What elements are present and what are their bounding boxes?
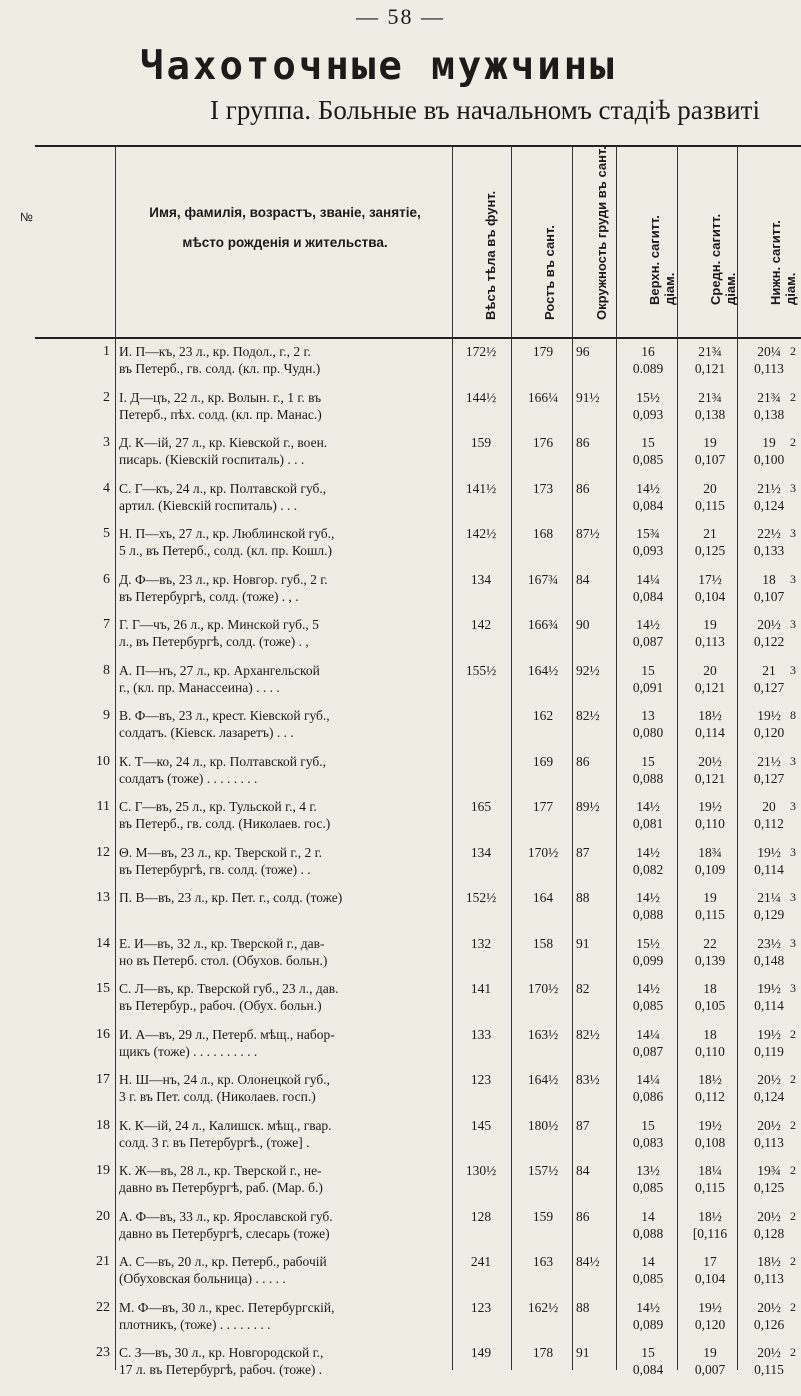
- header-height: Ростъ въ сант.: [542, 225, 557, 320]
- upper-diameter-cell: 14½ 0,081: [632, 799, 664, 831]
- patient-description: С. З—въ, 30 л., кр. Новгородской г., 17 л. въ Петербургѣ, рабоч. (тоже) .: [119, 1345, 324, 1377]
- middle-diameter-cell: 19½ 0,120: [694, 1299, 726, 1332]
- upper-diameter-cell: 14 0,085: [632, 1254, 664, 1286]
- weight-cell: 144½: [465, 389, 497, 405]
- header-chest: Окружность груди въ сант.: [594, 146, 609, 320]
- chest-cell: 88: [576, 1299, 590, 1315]
- upper-diameter-cell: 15 0,084: [632, 1345, 664, 1377]
- height-cell: 179: [532, 344, 554, 359]
- row-number: 15: [96, 981, 110, 996]
- patient-description: С. Г—въ, 25 л., кр. Тульской г., 4 г. въ Петерб., гв. солд. (Николаев. гос.): [119, 799, 331, 831]
- table-row: [0, 480, 801, 532]
- upper-diameter-cell: 15 0,088: [632, 753, 664, 786]
- weight-cell: 128: [470, 1208, 492, 1224]
- table-row: [0, 1344, 801, 1396]
- row-number: 21: [96, 1254, 110, 1269]
- height-cell: 163: [532, 1254, 554, 1269]
- lower-diameter-cell: 20½ 0,115: [754, 1345, 784, 1377]
- page-title: Чахоточные мужчины: [140, 44, 617, 89]
- middle-diameter-cell: 19 0,113: [695, 617, 725, 649]
- height-cell: 173: [532, 480, 554, 496]
- chest-cell: 86: [576, 435, 590, 450]
- middle-diameter-cell: 21¾ 0,138: [694, 389, 726, 422]
- truncated-column-digit: 2: [790, 1163, 796, 1177]
- upper-diameter-cell: 14½ 0,089: [632, 1299, 664, 1332]
- lower-diameter-cell: 19½ 0,114: [754, 844, 784, 877]
- row-number: 11: [96, 799, 110, 814]
- lower-diameter-cell: 19 0,100: [753, 435, 785, 467]
- table-row: [0, 1253, 801, 1305]
- weight-cell: 123: [470, 1299, 492, 1315]
- height-cell: 178: [532, 1345, 554, 1360]
- upper-diameter-cell: 15½ 0,099: [632, 935, 664, 968]
- row-number: 23: [96, 1345, 110, 1360]
- lower-diameter-cell: 22½ 0,133: [753, 526, 785, 558]
- truncated-column-digit: 2: [790, 1345, 796, 1359]
- weight-cell: 149: [470, 1345, 492, 1360]
- lower-diameter-cell: 19½ 0,119: [754, 1026, 784, 1059]
- truncated-column-digit: 3: [790, 571, 796, 586]
- lower-diameter-cell: 20¼ 0,113: [754, 344, 784, 376]
- upper-diameter-cell: 14½ 0,088: [632, 890, 664, 922]
- chest-cell: 83½: [576, 1072, 600, 1087]
- lower-diameter-cell: 21¾ 0,138: [753, 389, 785, 422]
- patient-description: Г. Г—чъ, 26 л., кр. Минской губ., 5 л., въ Петербургѣ, солд. (тоже) . ,: [119, 617, 319, 649]
- upper-diameter-cell: 13½ 0,085: [632, 1163, 664, 1195]
- truncated-column-digit: 2: [790, 1299, 796, 1314]
- patient-description: Е. И—въ, 32 л., кр. Тверской г., дав- но въ Петерб. стол. (Обухов. больн.): [119, 935, 328, 968]
- row-number: 2: [103, 389, 110, 405]
- chest-cell: 82½: [576, 1026, 600, 1042]
- truncated-column-digit: 3: [790, 526, 796, 540]
- patient-description: Н. Ш—нъ, 24 л., кр. Олонецкой губ., 3 г. въ Пет. солд. (Николаев. госп.): [119, 1072, 330, 1104]
- table-row: [0, 844, 801, 896]
- truncated-column-digit: 3: [790, 799, 796, 813]
- table-row: [0, 571, 801, 623]
- truncated-column-digit: 2: [790, 1026, 796, 1041]
- lower-diameter-cell: 19½ 0,120: [753, 708, 785, 740]
- lower-diameter-cell: 20 0,112: [754, 799, 784, 831]
- row-number: 5: [103, 526, 110, 541]
- lower-diameter-cell: 20½ 0,124: [753, 1072, 785, 1104]
- row-number: 16: [96, 1026, 110, 1042]
- chest-cell: 82½: [576, 708, 600, 723]
- row-number: 10: [96, 753, 110, 769]
- middle-diameter-cell: 21¾ 0,121: [694, 344, 726, 376]
- upper-diameter-cell: 15¾ 0,093: [632, 526, 664, 558]
- patient-description: И. П—къ, 23 л., кр. Подол., г., 2 г. въ Петерб., гв. солд. (кл. пр. Чудн.): [119, 344, 321, 376]
- truncated-column-digit: 3: [790, 617, 796, 631]
- middle-diameter-cell: 19 0,007: [694, 1345, 726, 1377]
- height-cell: 164: [532, 890, 554, 905]
- page-subtitle: I группа. Больные въ начальномъ стадіѣ развиті: [210, 95, 760, 125]
- lower-diameter-cell: 20½ 0,126: [753, 1299, 785, 1332]
- table-row: [0, 1299, 801, 1351]
- row-number: 18: [96, 1117, 110, 1133]
- truncated-column-digit: 3: [790, 480, 796, 495]
- chest-cell: 90: [576, 617, 590, 632]
- middle-diameter-cell: 19½ 0,110: [695, 799, 725, 831]
- truncated-column-digit: 2: [790, 344, 796, 358]
- table-row: [0, 935, 801, 987]
- weight-cell: 172½: [465, 344, 497, 359]
- chest-cell: 84: [576, 1163, 590, 1178]
- truncated-column-digit: 3: [790, 981, 796, 995]
- upper-diameter-cell: 14½ 0,085: [632, 981, 664, 1013]
- header-middle-diameter: Средн. сагитт. діам.: [708, 213, 738, 305]
- middle-diameter-cell: 18½ [0,116: [692, 1208, 728, 1241]
- weight-cell: 130½: [465, 1163, 497, 1178]
- middle-diameter-cell: 18½ 0,112: [695, 1072, 725, 1104]
- height-cell: 168: [532, 526, 554, 541]
- weight-cell: 134: [470, 571, 492, 587]
- weight-cell: 142: [470, 617, 492, 632]
- header-name-line1: Имя, фамилія, возрастъ, званіе, занятіе,: [149, 205, 421, 220]
- row-number: 20: [96, 1208, 110, 1224]
- upper-diameter-cell: 15 0,085: [632, 435, 664, 467]
- chest-cell: 86: [576, 753, 590, 769]
- patient-description: М. Ф—въ, 30 л., крес. Петербургскій, плотникъ, (тоже) . . . . . . . .: [119, 1299, 335, 1332]
- truncated-column-digit: 2: [790, 1208, 796, 1223]
- weight-cell: 155½: [465, 662, 497, 678]
- table-row: [0, 525, 801, 577]
- patient-description: А. Ф—въ, 33 л., кр. Ярославской губ. давно въ Петербургѣ, слесарь (тоже): [119, 1208, 333, 1241]
- chest-cell: 96: [576, 344, 590, 359]
- patient-description: К. Т—ко, 24 л., кр. Полтавской губ., солдатъ (тоже) . . . . . . . .: [119, 753, 327, 786]
- upper-diameter-cell: 14¼ 0,086: [632, 1072, 664, 1104]
- middle-diameter-cell: 18 0,105: [694, 981, 726, 1013]
- height-cell: 164½: [527, 662, 559, 678]
- row-number: 22: [96, 1299, 110, 1315]
- row-number: 12: [96, 844, 110, 860]
- middle-diameter-cell: 21 0,125: [694, 526, 726, 558]
- table-row: [0, 1026, 801, 1078]
- header-number: №: [20, 210, 33, 224]
- middle-diameter-cell: 19½ 0,108: [694, 1117, 726, 1150]
- height-cell: 169: [532, 753, 554, 769]
- lower-diameter-cell: 21 0,127: [753, 662, 785, 695]
- weight-cell: 165: [470, 799, 492, 814]
- patient-description: К. К—ій, 24 л., Калишск. мѣщ., гвар. солд. 3 г. въ Петербургѣ., (тоже] .: [119, 1117, 332, 1150]
- upper-diameter-cell: 15 0,091: [632, 662, 664, 695]
- truncated-column-digit: 3: [790, 935, 796, 950]
- chest-cell: 88: [576, 890, 590, 905]
- chest-cell: 82: [576, 981, 590, 996]
- weight-cell: 141½: [465, 480, 497, 496]
- table-row: [0, 798, 801, 850]
- height-cell: 166¼: [527, 389, 559, 405]
- chest-cell: 91½: [576, 389, 600, 405]
- weight-cell: 132: [470, 935, 492, 951]
- middle-diameter-cell: 20½ 0,121: [694, 753, 726, 786]
- chest-cell: 89½: [576, 799, 600, 814]
- chest-cell: 87: [576, 1117, 590, 1133]
- table-row: [0, 1208, 801, 1260]
- patient-description: В. Ф—въ, 23 л., крест. Кіевской губ., солдатъ. (Кіевск. лазаретъ) . . .: [119, 708, 330, 740]
- table-row: [0, 434, 801, 486]
- upper-diameter-cell: 14½ 0,084: [632, 480, 664, 513]
- page-number: — 58 —: [356, 4, 445, 29]
- header-weight: Вѣсъ тѣла въ фунт.: [483, 190, 498, 320]
- truncated-column-digit: 2: [790, 435, 796, 449]
- truncated-column-digit: 2: [790, 1254, 796, 1268]
- middle-diameter-cell: 17 0,104: [694, 1254, 726, 1286]
- middle-diameter-cell: 17½ 0,104: [694, 571, 726, 604]
- lower-diameter-cell: 20½ 0,113: [754, 1117, 784, 1150]
- height-cell: 177: [532, 799, 554, 814]
- height-cell: 166¾: [527, 617, 559, 632]
- lower-diameter-cell: 20½ 0,122: [753, 617, 785, 649]
- truncated-column-digit: 3: [790, 662, 796, 677]
- chest-cell: 91: [576, 1345, 590, 1360]
- height-cell: 170½: [527, 981, 559, 996]
- upper-diameter-cell: 14½ 0,087: [632, 617, 664, 649]
- row-number: 7: [103, 617, 110, 632]
- chest-cell: 86: [576, 480, 590, 496]
- middle-diameter-cell: 19 0,107: [694, 435, 726, 467]
- height-cell: 162: [532, 708, 554, 723]
- table-row: [0, 389, 801, 441]
- row-number: 8: [103, 662, 110, 678]
- row-number: 6: [103, 571, 110, 587]
- truncated-column-digit: 3: [790, 844, 796, 859]
- patient-description: Д. К—ій, 27 л., кр. Кіевской г., воен. писарь. (Кіевскій госпиталь) . . .: [119, 435, 328, 467]
- middle-diameter-cell: 18 0,110: [695, 1026, 725, 1059]
- table-top-rule: [35, 145, 801, 147]
- chest-cell: 86: [576, 1208, 590, 1224]
- upper-diameter-cell: 15 0,083: [632, 1117, 664, 1150]
- middle-diameter-cell: 19 0,115: [695, 890, 725, 922]
- truncated-column-digit: 3: [790, 890, 796, 904]
- weight-cell: 241: [470, 1254, 492, 1269]
- row-number: 3: [103, 435, 110, 450]
- chest-cell: 91: [576, 935, 590, 951]
- table-row: [0, 889, 801, 941]
- patient-description: И. А—въ, 29 л., Петерб. мѣщ., набор- щикъ (тоже) . . . . . . . . . .: [119, 1026, 335, 1059]
- truncated-column-digit: 2: [790, 1117, 796, 1132]
- height-cell: 176: [532, 435, 554, 450]
- lower-diameter-cell: 23½ 0,148: [753, 935, 785, 968]
- upper-diameter-cell: 14¼ 0,087: [632, 1026, 664, 1059]
- row-number: 19: [96, 1163, 110, 1178]
- height-cell: 167¾: [527, 571, 559, 587]
- patient-description: П. В—въ, 23 л., кр. Пет. г., солд. (тоже): [119, 890, 343, 905]
- patient-description: А. П—нъ, 27 л., кр. Архангельской г., (кл. пр. Манассеина) . . . .: [119, 662, 320, 695]
- lower-diameter-cell: 21¼ 0,129: [753, 890, 785, 922]
- upper-diameter-cell: 15½ 0,093: [632, 389, 664, 422]
- header-upper-diameter: Верхн. сагитт. діам.: [647, 215, 677, 305]
- row-number: 1: [103, 344, 110, 359]
- table-row: [0, 343, 801, 395]
- middle-diameter-cell: 18¼ 0,115: [695, 1163, 725, 1195]
- height-cell: 163½: [527, 1026, 559, 1042]
- lower-diameter-cell: 18½ 0,113: [754, 1254, 784, 1286]
- upper-diameter-cell: 16 0.089: [632, 344, 664, 376]
- lower-diameter-cell: 19½ 0,114: [754, 981, 784, 1013]
- middle-diameter-cell: 20 0,121: [694, 662, 726, 695]
- weight-cell: 123: [470, 1072, 492, 1087]
- header-lower-diameter: Нижн. сагитт. діам.: [768, 220, 798, 305]
- weight-cell: 134: [470, 844, 492, 860]
- upper-diameter-cell: 14½ 0,082: [632, 844, 664, 877]
- patient-description: Θ. М—въ, 23 л., кр. Тверской г., 2 г. въ Петербургѣ, гв. солд. (тоже) . .: [119, 844, 323, 877]
- chest-cell: 87½: [576, 526, 600, 541]
- truncated-column-digit: 2: [790, 1072, 796, 1086]
- patient-description: А. С—въ, 20 л., кр. Петерб., рабочій (Обуховская больница) . . . . .: [119, 1254, 327, 1286]
- patient-description: С. Г—къ, 24 л., кр. Полтавской губ., артил. (Кіевскій госпиталь) . . .: [119, 480, 327, 513]
- height-cell: 157½: [527, 1163, 559, 1178]
- middle-diameter-cell: 22 0,139: [694, 935, 726, 968]
- weight-cell: 133: [470, 1026, 492, 1042]
- header-bottom-rule: [35, 337, 801, 339]
- row-number: 4: [103, 480, 110, 496]
- chest-cell: 87: [576, 844, 590, 860]
- table-row: [0, 707, 801, 759]
- table-row: [0, 1071, 801, 1123]
- row-number: 14: [96, 935, 110, 951]
- table-row: [0, 1162, 801, 1214]
- table-row: [0, 662, 801, 714]
- height-cell: 170½: [527, 844, 559, 860]
- weight-cell: 152½: [465, 890, 497, 905]
- table-row: [0, 1117, 801, 1169]
- table-row: [0, 616, 801, 668]
- height-cell: 164½: [527, 1072, 559, 1087]
- truncated-column-digit: 2: [790, 389, 796, 404]
- height-cell: 158: [532, 935, 554, 951]
- weight-cell: 141: [470, 981, 492, 996]
- middle-diameter-cell: 18¾ 0,109: [694, 844, 726, 877]
- upper-diameter-cell: 14¼ 0,084: [632, 571, 664, 604]
- height-cell: 159: [532, 1208, 554, 1224]
- chest-cell: 92½: [576, 662, 600, 678]
- height-cell: 162½: [527, 1299, 559, 1315]
- row-number: 13: [96, 890, 110, 905]
- lower-diameter-cell: 18 0,107: [753, 571, 785, 604]
- table-row: [0, 980, 801, 1032]
- lower-diameter-cell: 21½ 0,127: [753, 753, 785, 786]
- truncated-column-digit: 8: [790, 708, 796, 722]
- patient-description: Д. Ф—въ, 23 л., кр. Новгор. губ., 2 г. въ Петербургѣ, солд. (тоже) . , .: [119, 571, 328, 604]
- chest-cell: 84½: [576, 1254, 600, 1269]
- lower-diameter-cell: 19¾ 0,125: [753, 1163, 785, 1195]
- row-number: 9: [103, 708, 110, 723]
- patient-description: І. Д—цъ, 22 л., кр. Волын. г., 1 г. въ Петерб., пѣх. солд. (кл. пр. Манас.): [119, 389, 322, 422]
- weight-cell: 159: [470, 435, 492, 450]
- chest-cell: 84: [576, 571, 590, 587]
- upper-diameter-cell: 14 0,088: [632, 1208, 664, 1241]
- height-cell: 180½: [527, 1117, 559, 1133]
- patient-description: Н. П—хъ, 27 л., кр. Люблинской губ., 5 л., въ Петерб., солд. (кл. пр. Кошл.): [119, 526, 335, 558]
- middle-diameter-cell: 20 0,115: [695, 480, 725, 513]
- patient-description: С. Л—въ, кр. Тверской губ., 23 л., дав. въ Петербур., рабоч. (Обух. больн.): [119, 981, 339, 1013]
- header-name-line2: мѣсто рожденія и жительства.: [182, 235, 388, 250]
- lower-diameter-cell: 21½ 0,124: [753, 480, 785, 513]
- middle-diameter-cell: 18½ 0,114: [695, 708, 725, 740]
- weight-cell: 145: [470, 1117, 492, 1133]
- row-number: 17: [96, 1072, 110, 1087]
- table-row: [0, 753, 801, 805]
- lower-diameter-cell: 20½ 0,128: [753, 1208, 785, 1241]
- truncated-column-digit: 3: [790, 753, 796, 768]
- weight-cell: 142½: [465, 526, 497, 541]
- patient-description: К. Ж—въ, 28 л., кр. Тверской г., не- давно въ Петербургѣ, раб. (Мар. б.): [119, 1163, 323, 1195]
- upper-diameter-cell: 13 0,080: [632, 708, 664, 740]
